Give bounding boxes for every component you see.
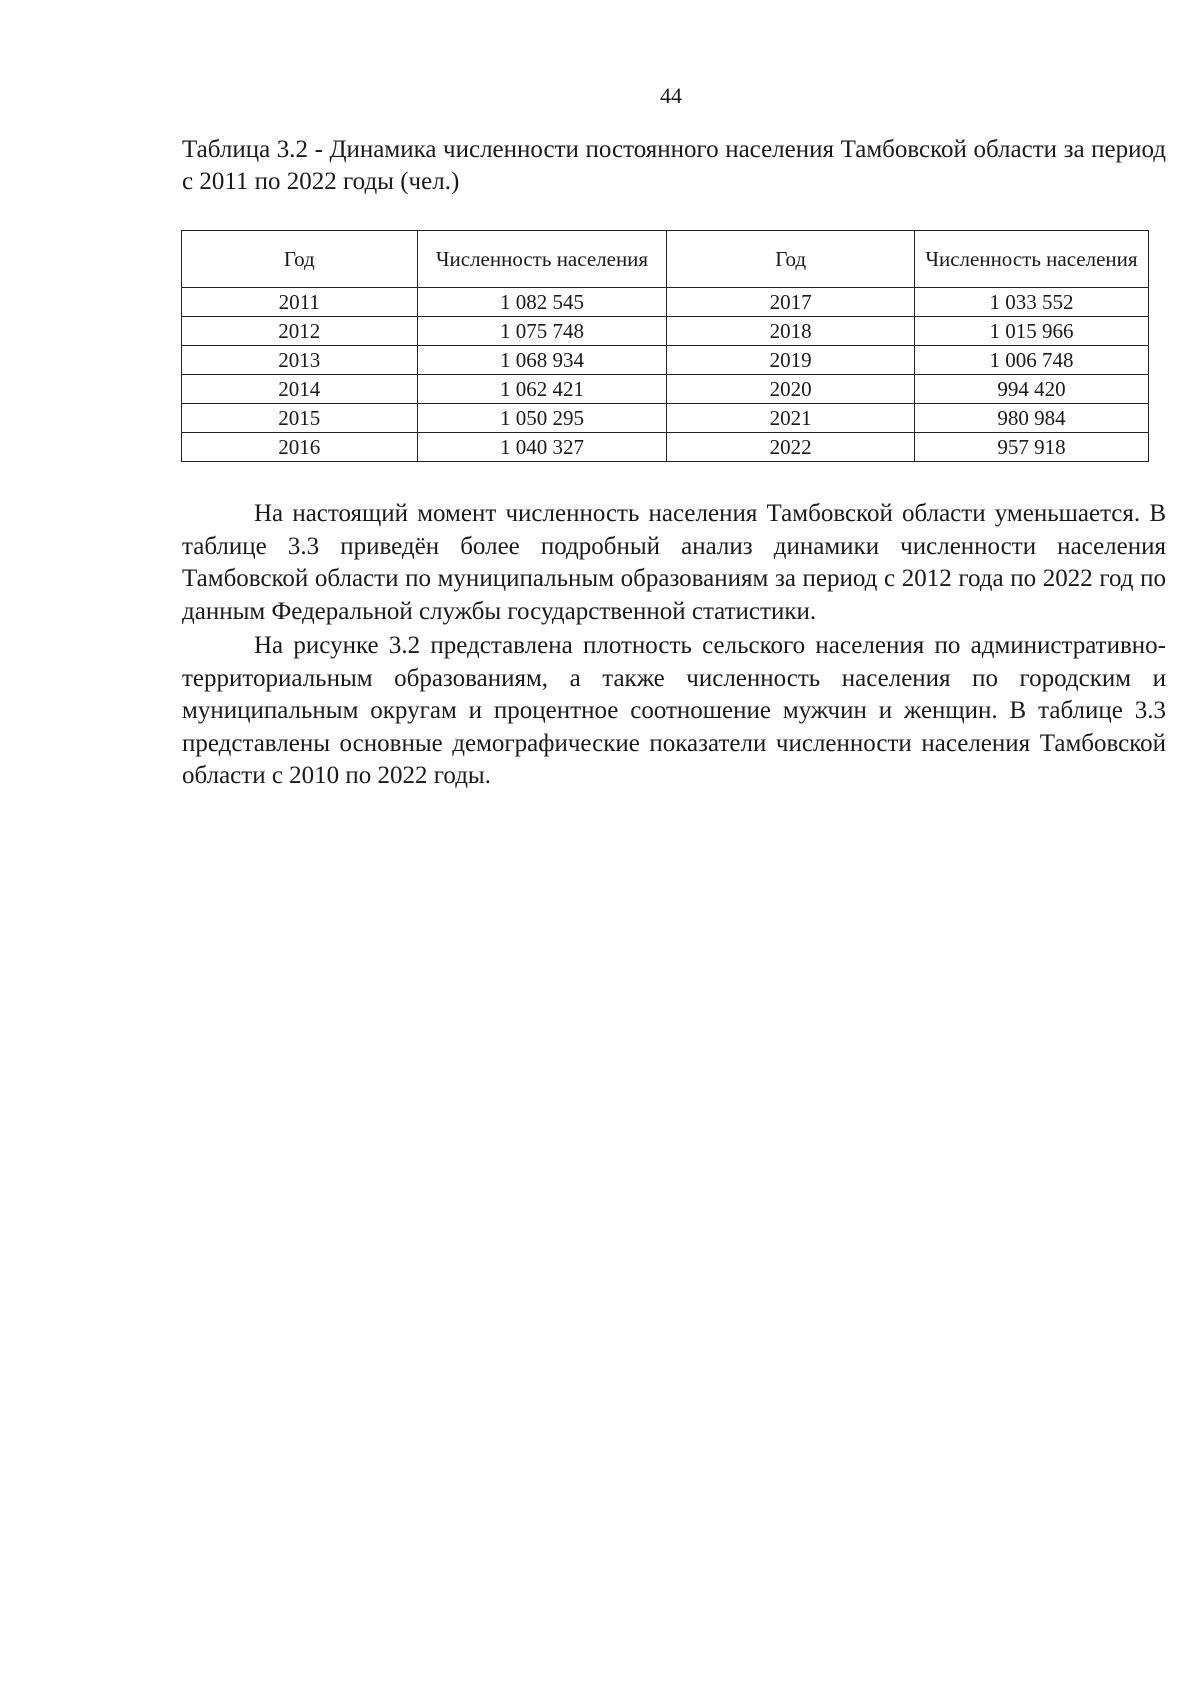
year-cell: 2016 — [182, 433, 418, 462]
population-table — [181, 230, 1149, 462]
table-caption: Таблица 3.2 - Динамика численности постоянного населения Тамбовской области за период с 2011 по 2022 годы (чел.) — [182, 136, 1166, 195]
header-population: Численность населения — [417, 231, 667, 288]
table-row — [182, 317, 1149, 346]
population-cell: 1 082 545 — [417, 288, 667, 317]
population-cell: 1 040 327 — [417, 433, 667, 462]
table-header-row — [182, 231, 1149, 288]
year-cell: 2021 — [667, 404, 914, 433]
population-cell: 1 068 934 — [417, 346, 667, 375]
year-cell: 2017 — [667, 288, 914, 317]
year-cell: 2014 — [182, 375, 418, 404]
population-cell: 1 075 748 — [417, 317, 667, 346]
year-cell: 2020 — [667, 375, 914, 404]
header-year: Год — [667, 231, 914, 288]
table-row — [182, 346, 1149, 375]
header-year: Год — [182, 231, 418, 288]
population-cell: 1 062 421 — [417, 375, 667, 404]
table-row — [182, 375, 1149, 404]
year-cell: 2015 — [182, 404, 418, 433]
year-cell: 2012 — [182, 317, 418, 346]
header-population: Численность населения — [914, 231, 1148, 288]
year-cell: 2011 — [182, 288, 418, 317]
population-cell: 1 050 295 — [417, 404, 667, 433]
population-cell: 980 984 — [914, 404, 1148, 433]
population-cell: 1 015 966 — [914, 317, 1148, 346]
population-cell: 1 006 748 — [914, 346, 1148, 375]
table-row — [182, 404, 1149, 433]
year-cell: 2019 — [667, 346, 914, 375]
page-number: 44 — [660, 83, 682, 108]
year-cell: 2013 — [182, 346, 418, 375]
body-text — [182, 498, 1166, 795]
paragraph: На рисунке 3.2 представлена плотность сельского населения по административно-территориальным образованиям, а также численность населения по городским и муниципальным округам и процентное соотношение мужчин и женщин. В таблице 3.3 представлены основные демографические показатели численности населения Тамбовской области с 2010 по 2022 годы. — [182, 632, 1166, 789]
paragraph: На настоящий момент численность населения Тамбовской области уменьшается. В таблице 3.3 приведён более подробный анализ динамики численности населения Тамбовской области по муниципальным образованиям за период с 2012 года по 2022 год по данным Федеральной службы государственной статистики. — [182, 500, 1166, 625]
year-cell: 2018 — [667, 317, 914, 346]
table-row — [182, 288, 1149, 317]
table-row — [182, 433, 1149, 462]
population-cell: 1 033 552 — [914, 288, 1148, 317]
year-cell: 2022 — [667, 433, 914, 462]
population-cell: 957 918 — [914, 433, 1148, 462]
population-cell: 994 420 — [914, 375, 1148, 404]
